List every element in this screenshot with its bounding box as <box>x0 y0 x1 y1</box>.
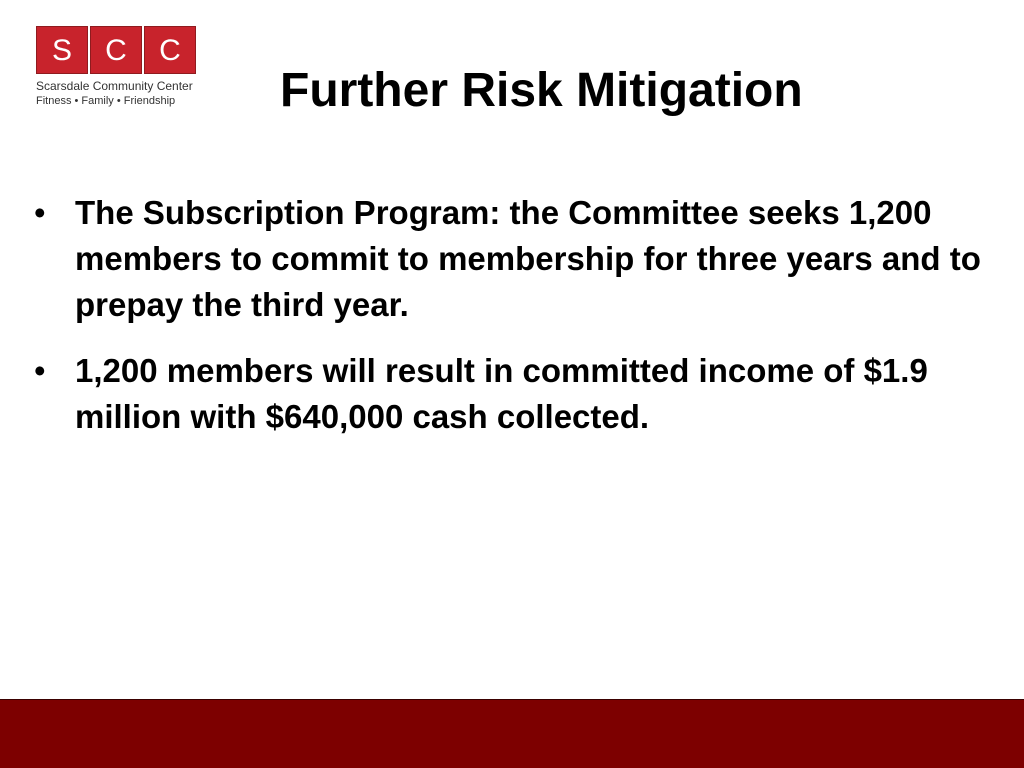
logo-letter-c-2: C <box>144 26 196 74</box>
bullet-list <box>34 190 984 460</box>
logo-letter-s: S <box>36 26 88 74</box>
bullet-text: 1,200 members will result in committed income of $1.9 million with $640,000 cash collected. <box>75 352 928 435</box>
slide-title: Further Risk Mitigation <box>280 64 803 117</box>
logo-organization-name: Scarsdale Community Center <box>36 79 193 93</box>
scc-logo <box>36 26 208 108</box>
bullet-item-subscription-program <box>34 190 984 328</box>
bullet-marker: • <box>34 352 46 389</box>
bullet-marker: • <box>34 194 46 231</box>
footer-band <box>0 699 1024 768</box>
logo-letter-c-1: C <box>90 26 142 74</box>
bullet-text: The Subscription Program: the Committee seeks 1,200 members to commit to membership for three years and to prepay the third year. <box>75 194 981 323</box>
logo-letter-boxes <box>36 26 208 74</box>
bullet-item-committed-income <box>34 348 984 440</box>
logo-tagline: Fitness • Family • Friendship <box>36 95 176 107</box>
